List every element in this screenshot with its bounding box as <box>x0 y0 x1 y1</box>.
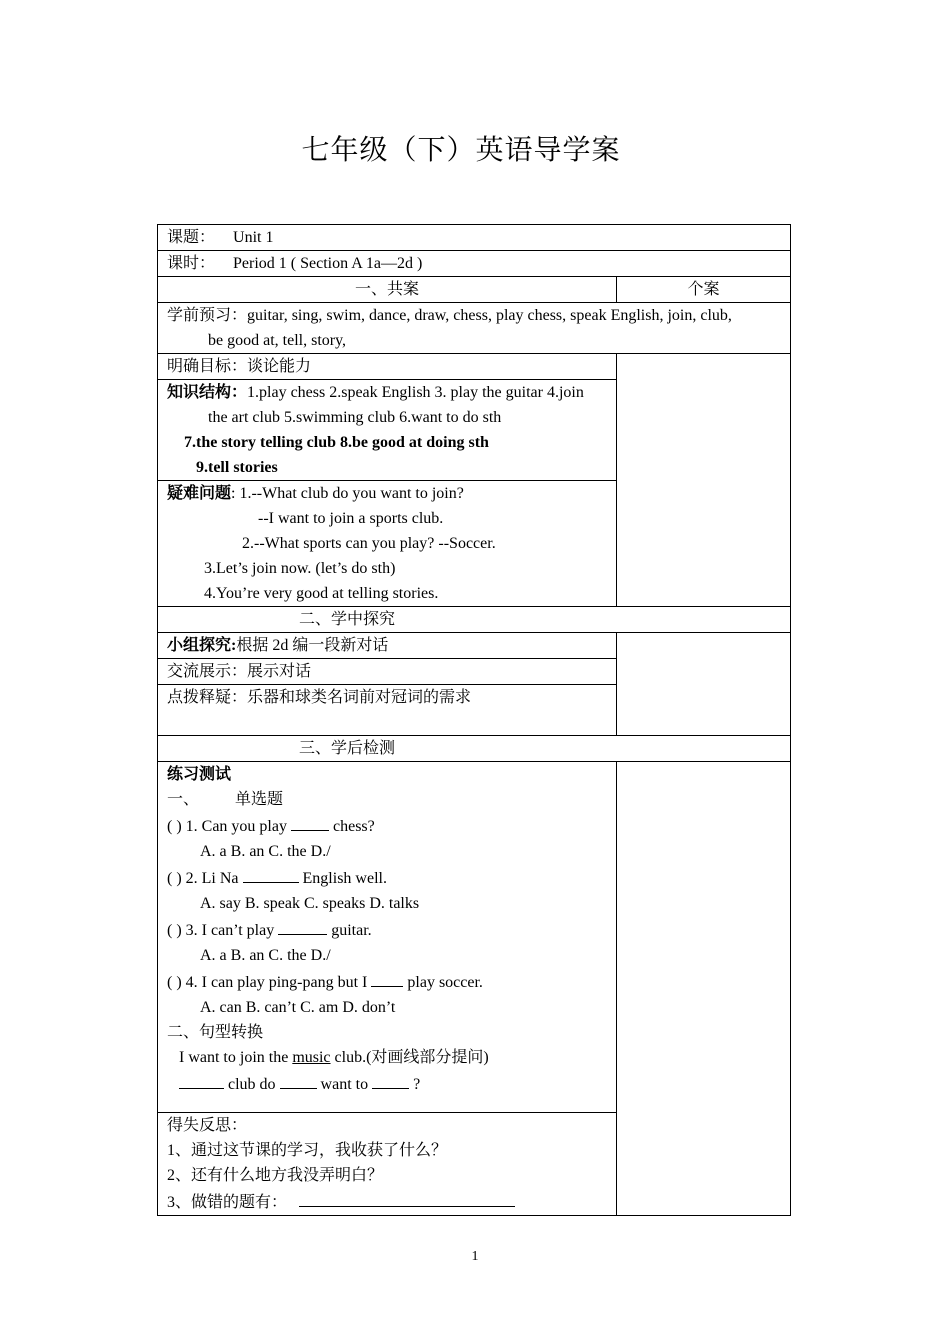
knowledge-line4: 9.tell stories <box>196 459 278 476</box>
group-value: 根据 2d 编一段新对话 <box>236 637 389 654</box>
questions-line4: 3.Let’s join now. (let’s do sth) <box>204 560 396 577</box>
section2-heading: 二、学中探究 <box>299 611 396 628</box>
question-2-options: A. say B. speak C. speaks D. talks <box>200 895 420 912</box>
individual-cell-2 <box>617 633 791 736</box>
preview-line1: 学前预习：guitar, sing, swim, dance, draw, chess, play chess, speak English, join, club, <box>167 307 732 324</box>
lesson-plan-table <box>157 224 791 1216</box>
answer-blank[interactable] <box>179 1070 224 1089</box>
clarify-value: 乐器和球类名词前对冠词的需求 <box>247 689 472 706</box>
question-3: ( ) 3. I can’t play guitar. <box>167 916 616 943</box>
reflection-line2: 2、还有什么地方我没弄明白？ <box>167 1167 384 1184</box>
answer-blank[interactable] <box>243 864 299 883</box>
section1-heading-row <box>158 277 791 303</box>
topic-row <box>158 225 791 251</box>
reflection-line3: 3、做错的题有： <box>167 1188 616 1215</box>
question-4-options: A. can B. can’t C. am D. don’t <box>200 999 396 1016</box>
knowledge-line2: the art club 5.swimming club 6.want to do sth <box>208 409 502 426</box>
section1-heading: 一、共案 <box>354 281 419 298</box>
document-title: 七年级（下）英语导学案 <box>301 135 621 166</box>
period-value: Period 1 ( Section A 1a—2d ) <box>233 255 423 272</box>
topic-label: 课题： <box>167 229 216 246</box>
individual-cell-1 <box>617 354 791 607</box>
section2-heading-row <box>158 607 791 633</box>
goal-row <box>158 354 791 380</box>
part1-heading: 一、 单选题 <box>167 791 284 808</box>
questions-line5: 4.You’re very good at telling stories. <box>204 585 439 602</box>
preview-row <box>158 303 791 354</box>
goal-label: 明确目标： <box>167 358 248 375</box>
preview-line2: be good at, tell, story, <box>208 332 347 349</box>
individual-cell-3 <box>617 762 791 1216</box>
exchange-label: 交流展示： <box>167 663 248 680</box>
goal-value: 谈论能力 <box>247 358 312 375</box>
answer-blank[interactable] <box>280 1070 317 1089</box>
section3-heading-row <box>158 736 791 762</box>
period-label: 课时： <box>167 255 216 272</box>
reflection-label: 得失反思： <box>167 1117 248 1134</box>
question-2: ( ) 2. Li Na English well. <box>167 864 616 891</box>
reflection-line1: 1、通过这节课的学习，我收获了什么？ <box>167 1142 448 1159</box>
question-1: ( ) 1. Can you play chess? <box>167 812 616 839</box>
answer-blank[interactable] <box>291 812 329 831</box>
transform-sentence: I want to join the music club.(对画线部分提问) <box>179 1049 489 1066</box>
knowledge-line3: 7.the story telling club 8.be good at doing sth <box>184 434 489 451</box>
topic-value: Unit 1 <box>233 229 274 246</box>
questions-line3: 2.--What sports can you play? --Soccer. <box>242 535 496 552</box>
question-3-options: A. a B. an C. the D./ <box>200 947 331 964</box>
question-4: ( ) 4. I can play ping-pang but I play soccer. <box>167 968 616 995</box>
group-row <box>158 633 791 659</box>
answer-blank[interactable] <box>278 916 327 935</box>
answer-blank[interactable] <box>371 968 403 987</box>
transform-answer: club do want to ? <box>167 1070 616 1097</box>
practice-row <box>158 762 791 1113</box>
section3-heading: 三、学后检测 <box>299 740 396 757</box>
exchange-value: 展示对话 <box>247 663 312 680</box>
clarify-label: 点拨释疑： <box>167 689 248 706</box>
questions-line2: --I want to join a sports club. <box>258 510 444 527</box>
part2-heading: 二、句型转换 <box>167 1024 264 1041</box>
page-number: 1 <box>471 1249 479 1264</box>
answer-blank[interactable] <box>299 1188 515 1207</box>
period-row <box>158 251 791 277</box>
knowledge-line1: 知识结构：1.play chess 2.speak English 3. play the guitar 4.join <box>167 384 584 401</box>
question-1-options: A. a B. an C. the D./ <box>200 843 331 860</box>
practice-label: 练习测试 <box>167 766 232 783</box>
individual-heading: 个案 <box>687 281 720 298</box>
answer-blank[interactable] <box>372 1070 409 1089</box>
questions-line1: 疑难问题: 1.--What club do you want to join? <box>167 485 464 502</box>
group-label: 小组探究: <box>167 637 237 654</box>
